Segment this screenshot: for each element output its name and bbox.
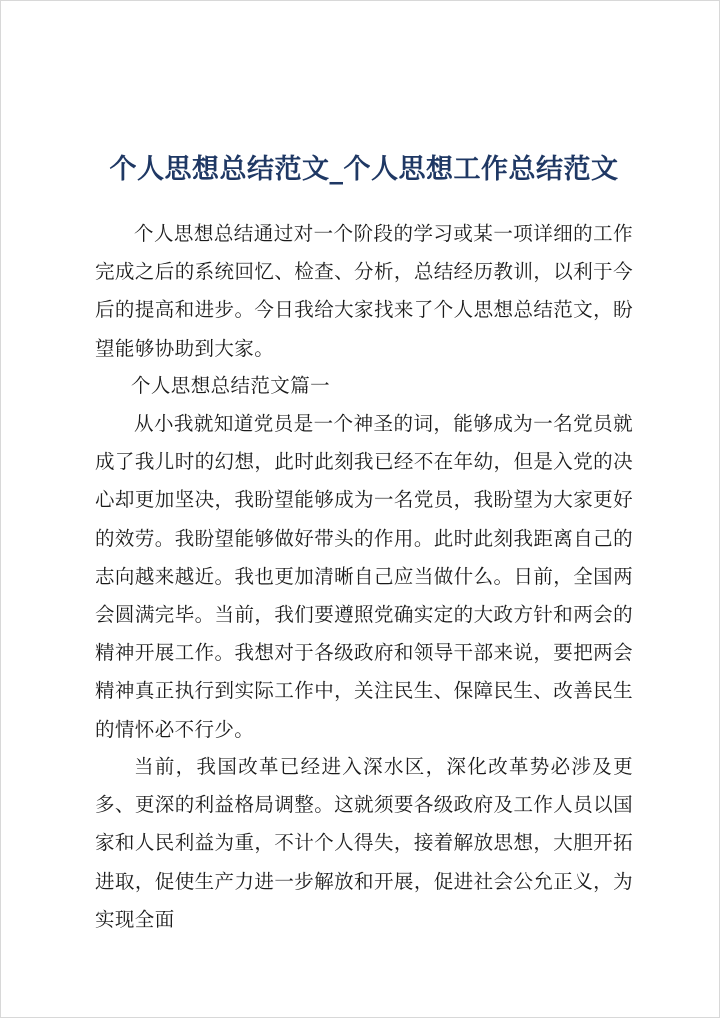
paragraph-2: 当前，我国改革已经进入深水区，深化改革势必涉及更多、更深的利益格局调整。这就须要各级政府及工作人员以国家和人民利益为重，不计个人得失，接着解放思想，大胆开拓进取，促使生产力进一步解放和开展，促进社会公允正义，为实现全面	[95, 755, 633, 931]
intro-paragraph: 个人思想总结通过对一个阶段的学习或某一项详细的工作完成之后的系统回忆、检查、分析，总结经历教训，以利于今后的提高和进步。今日我给大家找来了个人思想总结范文，盼望能够协助到大家。	[95, 222, 633, 360]
section-heading: 个人思想总结范文篇一	[131, 374, 331, 397]
document-title: 个人思想总结范文_个人思想工作总结范文	[109, 154, 619, 185]
paragraph-1: 从小我就知道党员是一个神圣的词，能够成为一名党员就成了我儿时的幻想，此时此刻我已经不在年幼，但是入党的决心却更加坚决，我盼望能够成为一名党员，我盼望为大家更好的效劳。我盼望能够做好带头的作用。此时此刻我距离自己的志向越来越近。我也更加清晰自己应当做什么。日前，全国两会圆满完毕。当前，我们要遵照党确实定的大政方针和两会的精神开展工作。我想对于各级政府和领导干部来说，要把两会精神真正执行到实际工作中，关注民生、保障民生、改善民生的情怀必不行少。	[95, 412, 633, 741]
